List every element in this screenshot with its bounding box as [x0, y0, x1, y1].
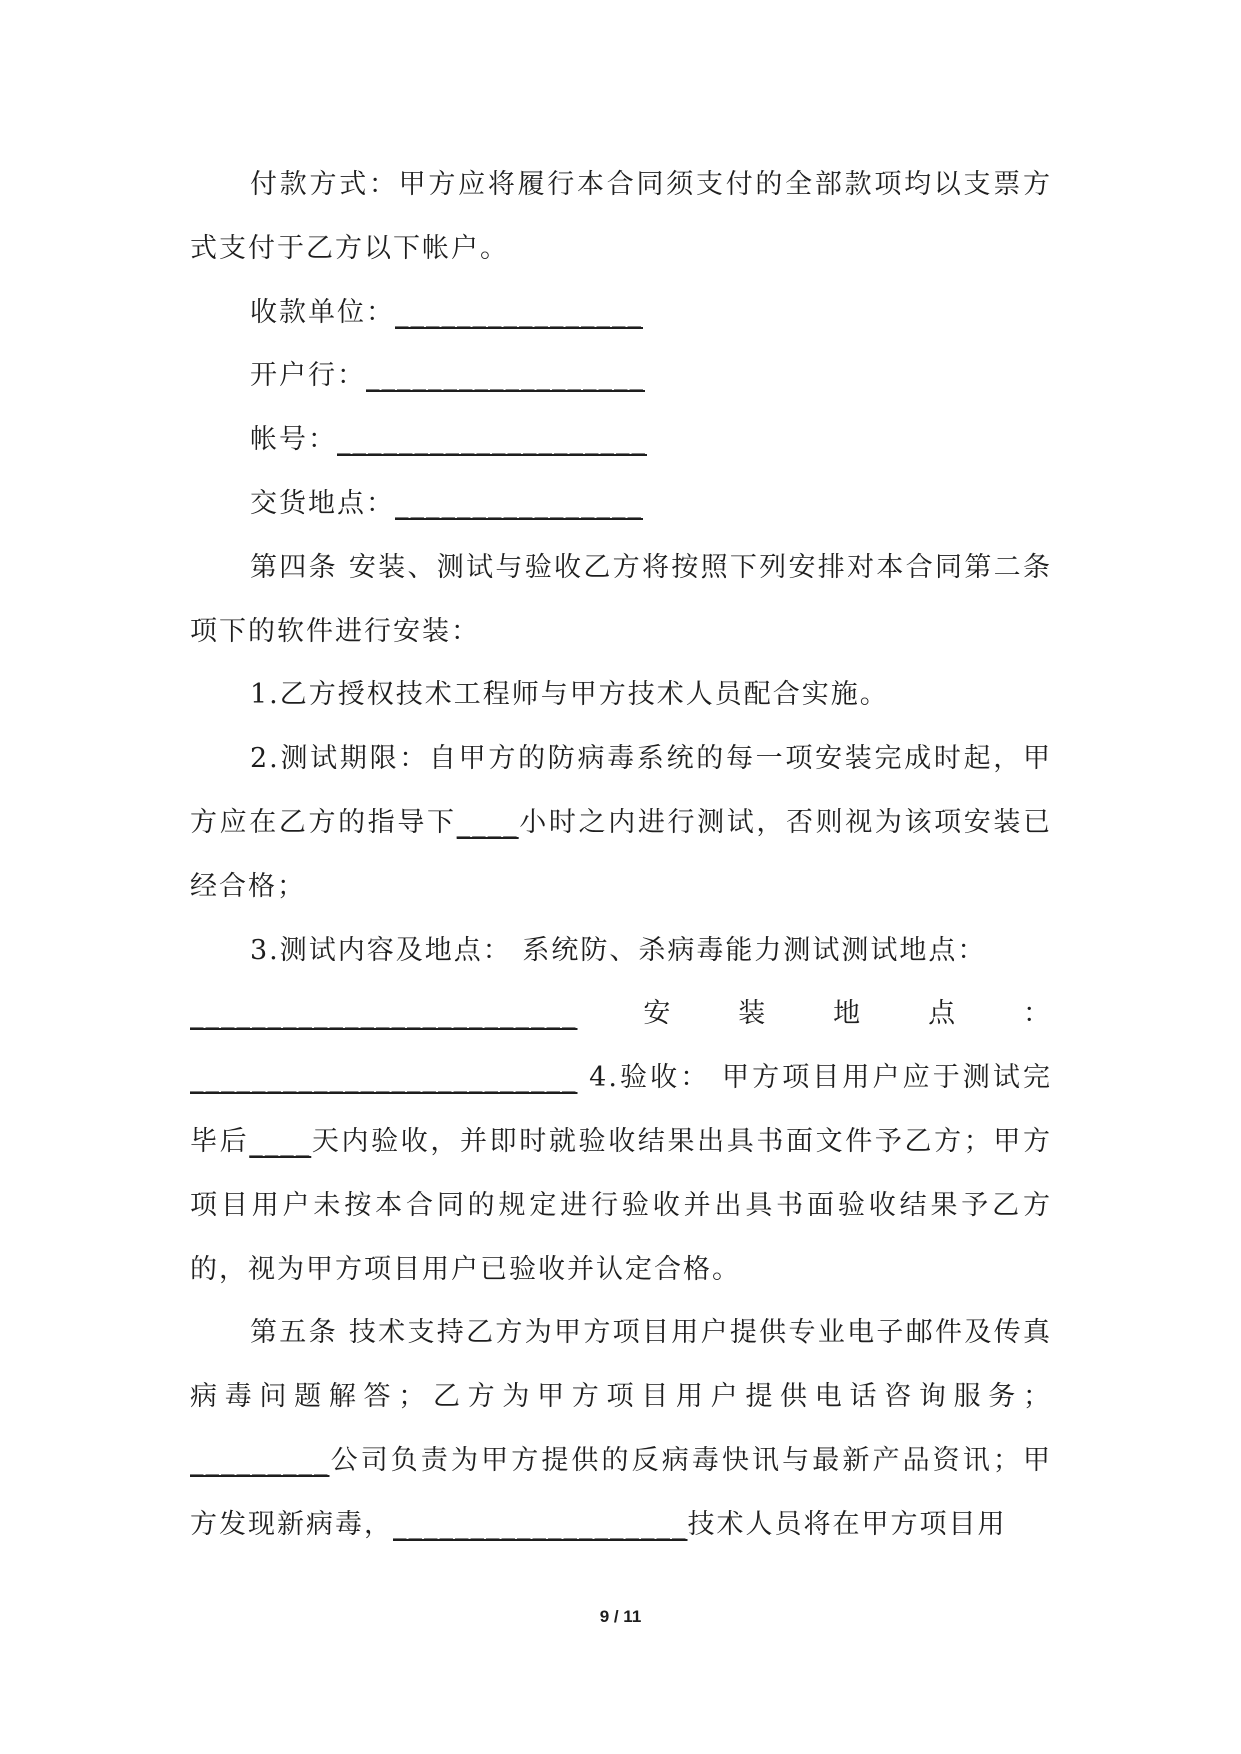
bank-label: 开户行：: [250, 360, 366, 392]
page-number: 9 / 11: [599, 1607, 642, 1626]
payment-method-paragraph: [190, 153, 1052, 281]
article-5-text-c: 技术人员将在甲方项目用: [687, 1508, 1007, 1540]
article-4-paragraph: [190, 536, 1052, 664]
article-4-text: 第四条 安装、测试与验收乙方将按照下列安排对本合同第二条项下的软件进行安装：: [190, 551, 1052, 647]
install-site-char-1: 安: [643, 998, 673, 1030]
item-1-paragraph: [190, 663, 1052, 727]
payment-method-text: 付款方式：甲方应将履行本合同须支付的全部款项均以支票方式支付于乙方以下帐户。: [190, 169, 1052, 264]
item-1-text: 1.乙方授权技术工程师与甲方技术人员配合实施。: [250, 679, 889, 711]
account-line: [190, 408, 1052, 472]
install-site-row: [190, 982, 1052, 1046]
delivery-blank: ________________: [395, 487, 643, 519]
document-body: [190, 153, 1052, 1557]
account-blank: ____________________: [337, 424, 647, 456]
install-site-char-3: 地: [833, 998, 863, 1030]
article-5-blank-2: ___________________: [393, 1508, 688, 1540]
item-2-text-b: 小时之内进行测试，否则视为该项安装已经合格；: [190, 806, 1053, 902]
article-5-blank-1: _________: [190, 1444, 330, 1476]
item-3-text: 3.测试内容及地点： 系统防、杀病毒能力测试测试地点：: [250, 934, 987, 966]
test-site-blank: _________________________: [190, 998, 578, 1030]
article-5-text-b: 公司负责为甲方提供的反病毒快讯与最新产品资讯；甲方发现新病毒，: [190, 1444, 1052, 1540]
install-site-char-4: 点: [928, 998, 958, 1030]
payee-line: [190, 281, 1052, 345]
delivery-label: 交货地点：: [250, 487, 395, 519]
bank-blank: __________________: [366, 360, 645, 392]
payee-label: 收款单位：: [250, 296, 395, 328]
item-2-blank: ____: [456, 806, 519, 838]
article-5-paragraph: [190, 1301, 1052, 1556]
account-label: 帐号：: [250, 424, 337, 456]
install-site-blank: _________________________: [190, 1062, 578, 1094]
item-4-text-b: 天内验收，并即时就验收结果出具书面文件予乙方；甲方项目用户未按本合同的规定进行验收并出具书面验收结果予乙方的，视为甲方项目用户已验收并认定合格。: [190, 1125, 1053, 1285]
item-4-paragraph: [190, 1046, 1052, 1301]
install-site-char-2: 装: [738, 998, 768, 1030]
item-3-paragraph: [190, 919, 1052, 983]
install-site-char-5: ：: [1022, 998, 1052, 1030]
payee-blank: ________________: [395, 296, 643, 328]
item-4-blank: ____: [249, 1125, 312, 1157]
item-2-paragraph: [190, 727, 1052, 918]
article-5-text-a: 第五条 技术支持乙方为甲方项目用户提供专业电子邮件及传真病毒问题解答；乙方为甲方项目用户提供电话咨询服务；: [190, 1317, 1052, 1413]
delivery-line: [190, 472, 1052, 536]
item-2-text-a: 2.测试期限：自甲方的防病毒系统的每一项安装完成时起，甲方应在乙方的指导下: [190, 743, 1052, 838]
bank-line: [190, 344, 1052, 408]
item-4-text-a: 4.验收： 甲方项目用户应于测试完毕后: [190, 1062, 1052, 1157]
